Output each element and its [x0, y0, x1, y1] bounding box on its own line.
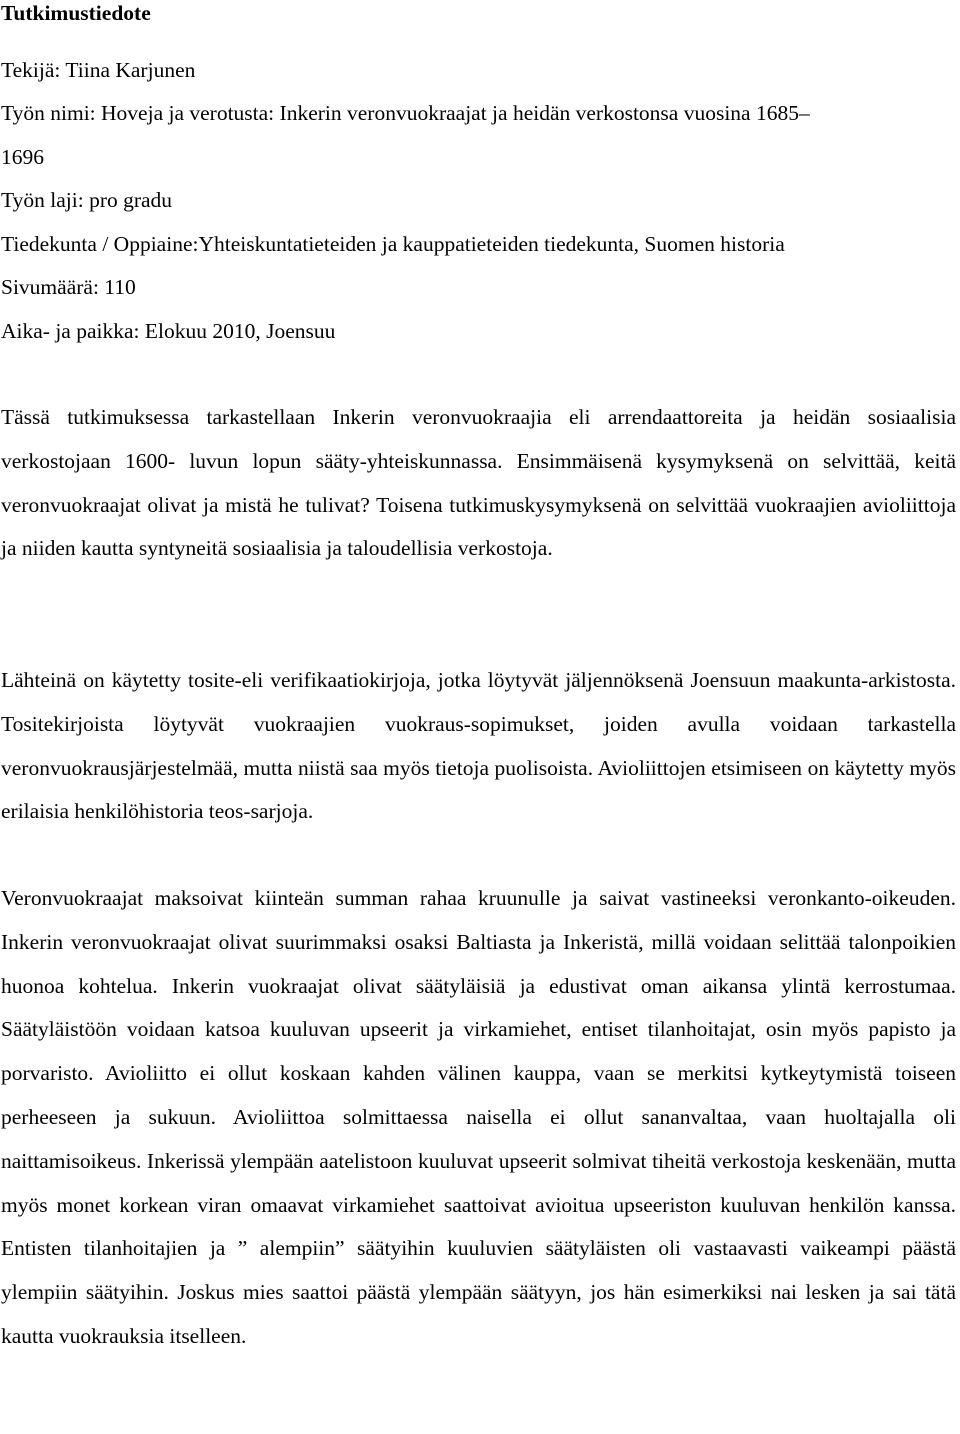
faculty-line: Tiedekunta / Oppiaine:Yhteiskuntatieteiden ja kauppatieteiden tiedekunta, Suomen historia [1, 232, 785, 256]
work-type-line: Työn laji: pro gradu [1, 188, 173, 212]
time-place-line: Aika- ja paikka: Elokuu 2010, Joensuu [1, 319, 336, 343]
abstract-paragraph: Tässä tutkimuksessa tarkastellaan Inkerin veronvuokraajia eli arrendaattoreita ja heidän sosiaalisia verkostojaan 1600- luvun lopun sääty-yhteiskunnassa. Ensimmäisenä kysymyksenä on selvittää, keitä veronvuokraajat olivat ja mistä he tulivat? Toisena tutkimuskysymyksenä on selvittää vuokraajien avioliittoja ja niiden kautta syntyneitä sosiaalisia ja taloudellisia verkostoja. [1, 405, 956, 561]
sources-paragraph: Lähteinä on käytetty tosite-eli verifikaatiokirjoja, jotka löytyvät jäljennöksenä Joensuun maakunta-arkistosta. Tositekirjoista löytyvät vuokraajien vuokraus-sopimukset, joiden avulla voidaan tarkastella veronvuokrausjärjestelmää, mutta niistä saa myös tietoja puolisoista. Avioliittojen etsimiseen on käytetty myös erilaisia henkilöhistoria teos-sarjoja. [1, 668, 956, 824]
work-name-line-continued: 1696 [1, 145, 44, 169]
author-line: Tekijä: Tiina Karjunen [1, 58, 196, 82]
document-title: Tutkimustiedote [1, 1, 151, 25]
page-count-line: Sivumäärä: 110 [1, 275, 136, 299]
findings-paragraph: Veronvuokraajat maksoivat kiinteän summan rahaa kruunulle ja saivat vastineeksi veronkanto-oikeuden. Inkerin veronvuokraajat olivat suurimmaksi osaksi Baltiasta ja Inkeristä, millä voidaan selittää talonpoikien huonoa kohtelua. Inkerin vuokraajat olivat säätyläisiä ja edustivat oman aikansa ylintä kerrostumaa. Säätyläistöön voidaan katsoa kuuluvan upseerit ja virkamiehet, entiset tilanhoitajat, osin myös papisto ja porvaristo. Avioliitto ei ollut koskaan kahden välinen kauppa, vaan se merkitsi kytkeytymistä toiseen perheeseen ja sukuun. Avioliittoa solmittaessa naisella ei ollut sananvaltaa, vaan huoltajalla oli naittamisoikeus. Inkerissä ylempään aatelistoon kuuluvat upseerit solmivat tiheitä verkostoja keskenään, mutta myös monet korkean viran omaavat virkamiehet saattoivat avioitua upseeriston kuuluvan henkilön kanssa. Entisten tilanhoitajien ja ” alempiin” säätyihin kuuluvien säätyläisten oli vastaavasti vaikeampi päästä ylempiin säätyihin. Joskus mies saattoi päästä ylempään säätyyn, jos hän esimerkiksi nai lesken ja sai tätä kautta vuokrauksia itselleen. [1, 886, 956, 1348]
work-name-line: Työn nimi: Hoveja ja verotusta: Inkerin veronvuokraajat ja heidän verkostonsa vuosina 1685– [1, 101, 810, 125]
